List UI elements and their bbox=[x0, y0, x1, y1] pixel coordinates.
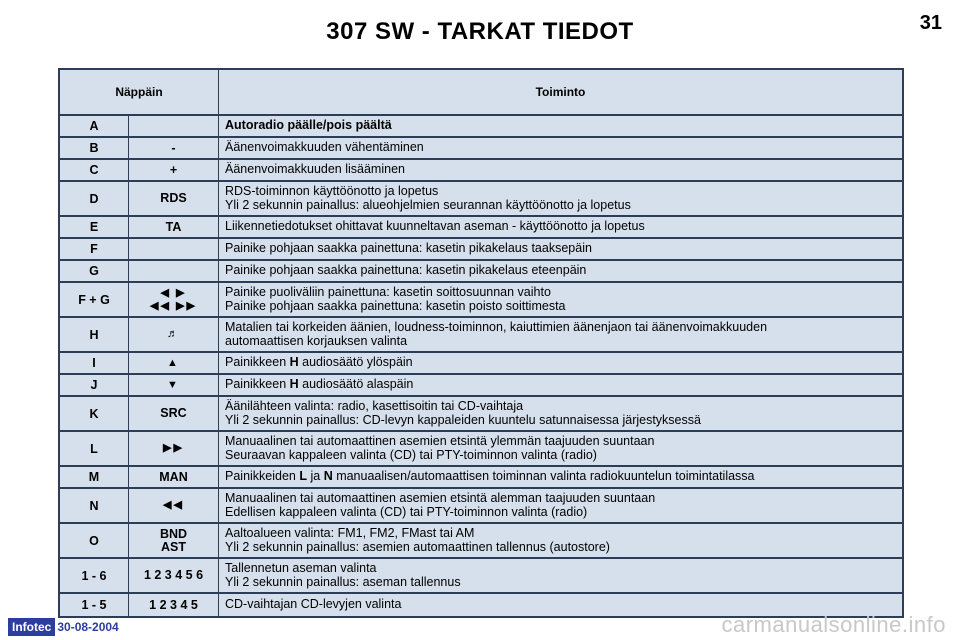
row-function bbox=[219, 160, 902, 180]
page-number: 31 bbox=[919, 12, 942, 34]
row-key: E bbox=[60, 217, 129, 237]
function-line bbox=[225, 356, 896, 370]
table-row bbox=[60, 524, 902, 559]
button-label-2: AST bbox=[161, 539, 186, 554]
button-label: MAN bbox=[159, 469, 188, 484]
button-label: TA bbox=[165, 219, 182, 234]
row-key: M bbox=[60, 467, 129, 487]
row-function bbox=[219, 397, 902, 430]
row-key: B bbox=[60, 138, 129, 158]
row-button bbox=[129, 467, 219, 487]
row-function bbox=[219, 138, 902, 158]
function-line: Yli 2 sekunnin painallus: CD-levyn kappaleiden kuuntelu satunnaisessa järjestyksessä bbox=[225, 412, 701, 427]
table-row bbox=[60, 239, 902, 261]
text-part: audiosäätö ylöspäin bbox=[298, 355, 413, 370]
row-button bbox=[129, 524, 219, 557]
button-label: ▼ bbox=[167, 378, 180, 391]
watermark: carmanualsonline.info bbox=[721, 612, 946, 637]
row-button bbox=[129, 239, 219, 259]
row-key: O bbox=[60, 524, 129, 557]
function-line: Painike pohjaan saakka painettuna: kasetin pikakelaus taaksepäin bbox=[225, 241, 592, 256]
function-line: Manuaalinen tai automaattinen asemien etsintä alemman taajuuden suuntaan bbox=[225, 491, 656, 505]
function-line: CD-vaihtajan CD-levyjen valinta bbox=[225, 597, 402, 612]
button-label: ▲ bbox=[167, 356, 180, 369]
table-row bbox=[60, 375, 902, 397]
table-row bbox=[60, 489, 902, 524]
footer bbox=[0, 617, 119, 637]
text-bold: N bbox=[323, 469, 333, 484]
row-button bbox=[129, 138, 219, 158]
row-function bbox=[219, 489, 902, 522]
function-line bbox=[225, 378, 896, 392]
row-key: K bbox=[60, 397, 129, 430]
row-function bbox=[219, 375, 902, 395]
table-row bbox=[60, 261, 902, 283]
header-function: Toiminto bbox=[535, 85, 586, 99]
table-row bbox=[60, 116, 902, 138]
row-key: F bbox=[60, 239, 129, 259]
text-part: audiosäätö alaspäin bbox=[298, 377, 414, 392]
row-button bbox=[129, 397, 219, 430]
table-row bbox=[60, 397, 902, 432]
function-line: Edellisen kappaleen valinta (CD) tai PTY-toiminnon valinta (radio) bbox=[225, 504, 588, 519]
text-bold: H bbox=[289, 377, 299, 392]
row-button bbox=[129, 160, 219, 180]
function-line: Yli 2 sekunnin painallus: aseman tallennus bbox=[225, 574, 461, 589]
row-key: H bbox=[60, 318, 129, 351]
row-function bbox=[219, 318, 902, 351]
row-button bbox=[129, 559, 219, 592]
header-key: Näppäin bbox=[60, 70, 219, 114]
table-body bbox=[60, 116, 902, 616]
button-label: ▶▶ bbox=[163, 442, 184, 454]
row-function bbox=[219, 353, 902, 373]
row-function bbox=[219, 116, 902, 136]
infotec-logo: Infotec bbox=[8, 618, 55, 636]
row-button bbox=[129, 432, 219, 465]
row-button bbox=[129, 283, 219, 316]
button-label: 1 2 3 4 5 6 bbox=[143, 568, 204, 582]
row-key: 1 - 5 bbox=[60, 594, 129, 616]
function-line: Yli 2 sekunnin painallus: alueohjelmien seurannan käyttöönotto ja lopetus bbox=[225, 197, 631, 212]
table-row bbox=[60, 318, 902, 353]
button-label: ◀◀ bbox=[163, 499, 184, 511]
row-button bbox=[129, 489, 219, 522]
text-part: manuaalisen/automaattisen toiminnan valinta radiokuuntelun toimintatilassa bbox=[332, 469, 755, 484]
table-row bbox=[60, 182, 902, 217]
row-button bbox=[129, 116, 219, 136]
row-function bbox=[219, 432, 902, 465]
button-label: 1 2 3 4 5 bbox=[149, 597, 198, 612]
row-function bbox=[219, 182, 902, 215]
table-row bbox=[60, 353, 902, 375]
text-bold: L bbox=[299, 469, 307, 484]
row-button bbox=[129, 353, 219, 373]
function-line: automaattisen korjauksen valinta bbox=[225, 333, 408, 348]
row-function bbox=[219, 467, 902, 487]
row-key: D bbox=[60, 182, 129, 215]
row-function bbox=[219, 261, 902, 281]
function-line: Painike pohjaan saakka painettuna: kasetin pikakelaus eteenpäin bbox=[225, 263, 587, 278]
controls-table bbox=[58, 68, 904, 618]
row-key: 1 - 6 bbox=[60, 559, 129, 592]
table-row bbox=[60, 217, 902, 239]
text-bold: H bbox=[289, 355, 299, 370]
function-line: Painike pohjaan saakka painettuna: kasetin poisto soittimesta bbox=[225, 298, 566, 313]
text-part: ja bbox=[307, 469, 324, 484]
row-button bbox=[129, 318, 219, 351]
row-key: C bbox=[60, 160, 129, 180]
function-line: Matalien tai korkeiden äänien, loudness-toiminnon, kaiuttimien äänenjaon tai äänenvoimakkuuden bbox=[225, 320, 768, 334]
function-line: RDS-toiminnon käyttöönotto ja lopetus bbox=[225, 184, 439, 198]
row-key: N bbox=[60, 489, 129, 522]
button-label: - bbox=[171, 140, 176, 155]
button-label-2: ◀◀ ▶▶ bbox=[150, 299, 197, 312]
function-line: Aaltoalueen valinta: FM1, FM2, FMast tai AM bbox=[225, 526, 475, 540]
row-key: G bbox=[60, 261, 129, 281]
function-line: Autoradio päälle/pois päältä bbox=[225, 118, 392, 133]
button-label: ◀ ▶ bbox=[160, 286, 187, 299]
row-button bbox=[129, 594, 219, 616]
text-part: Painikkeen bbox=[225, 377, 290, 392]
table-row bbox=[60, 559, 902, 594]
button-label: SRC bbox=[160, 406, 187, 420]
page-title: 307 SW - TARKAT TIEDOT bbox=[326, 18, 634, 45]
table-header bbox=[60, 70, 902, 116]
row-key: L bbox=[60, 432, 129, 465]
text-part: Painikkeen bbox=[225, 355, 290, 370]
function-line: Äänenvoimakkuuden lisääminen bbox=[225, 162, 405, 177]
row-button bbox=[129, 217, 219, 237]
row-function bbox=[219, 283, 902, 316]
function-line: Yli 2 sekunnin painallus: asemien automaattinen tallennus (autostore) bbox=[225, 539, 610, 554]
function-line: Painike puoliväliin painettuna: kasetin soittosuunnan vaihto bbox=[225, 285, 551, 299]
row-key: J bbox=[60, 375, 129, 395]
row-function bbox=[219, 559, 902, 592]
function-line: Tallennetun aseman valinta bbox=[225, 561, 377, 575]
table-row bbox=[60, 467, 902, 489]
row-function bbox=[219, 217, 902, 237]
button-label: ♬ bbox=[167, 328, 180, 340]
row-key: F + G bbox=[60, 283, 129, 316]
table-row bbox=[60, 283, 902, 318]
function-line: Liikennetiedotukset ohittavat kuunneltavan aseman - käyttöönotto ja lopetus bbox=[225, 219, 645, 234]
row-function bbox=[219, 524, 902, 557]
row-button bbox=[129, 182, 219, 215]
function-line: Seuraavan kappaleen valinta (CD) tai PTY-toiminnon valinta (radio) bbox=[225, 447, 597, 462]
row-button bbox=[129, 375, 219, 395]
row-function bbox=[219, 239, 902, 259]
function-line: Äänilähteen valinta: radio, kasettisoitin tai CD-vaihtaja bbox=[225, 399, 524, 413]
function-line: Äänenvoimakkuuden vähentäminen bbox=[225, 140, 424, 155]
button-label: + bbox=[169, 162, 178, 177]
footer-date: 30-08-2004 bbox=[57, 620, 119, 634]
function-line bbox=[225, 470, 896, 484]
row-key: I bbox=[60, 353, 129, 373]
function-line: Manuaalinen tai automaattinen asemien etsintä ylemmän taajuuden suuntaan bbox=[225, 434, 655, 448]
table-row bbox=[60, 138, 902, 160]
row-key: A bbox=[60, 116, 129, 136]
table-row bbox=[60, 432, 902, 467]
table-row bbox=[60, 160, 902, 182]
button-label: RDS bbox=[160, 191, 187, 205]
text-part: Painikkeiden bbox=[225, 469, 300, 484]
row-button bbox=[129, 261, 219, 281]
button-label: BND bbox=[159, 526, 188, 541]
